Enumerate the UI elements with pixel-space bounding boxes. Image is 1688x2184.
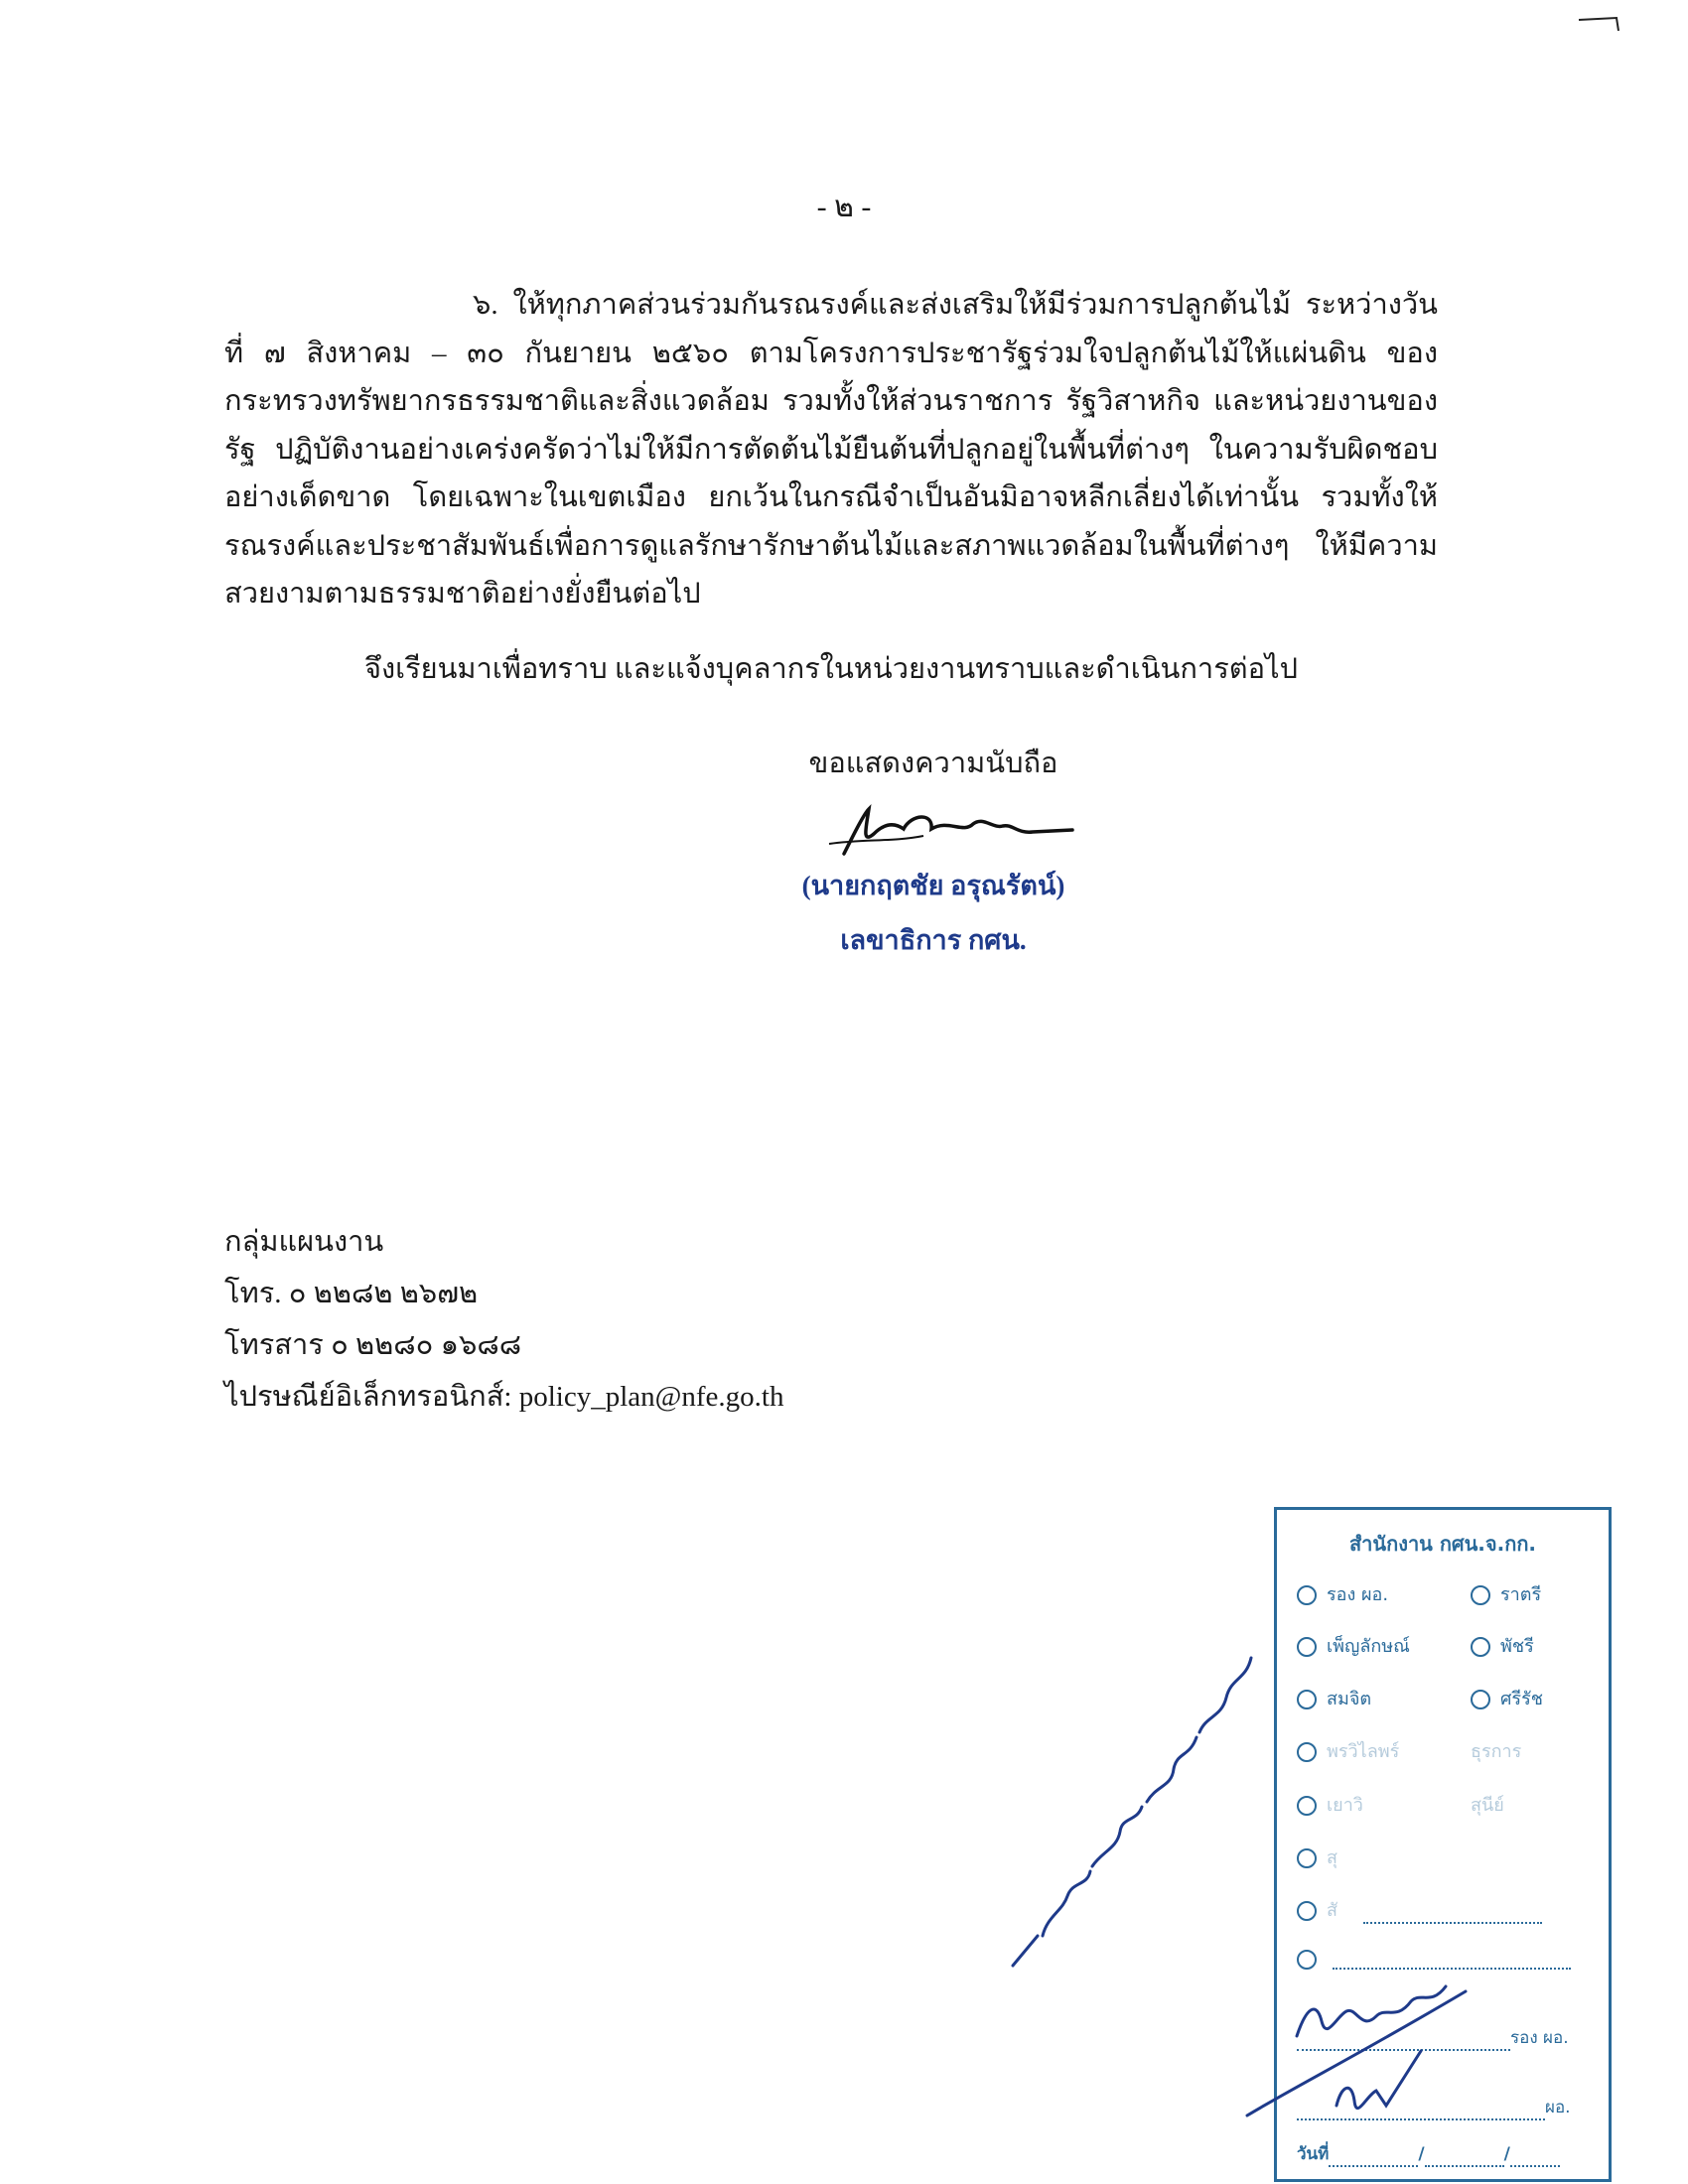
corner-mark [1577,15,1626,35]
checkbox-circle [1471,1690,1490,1709]
line1-suffix: รอง ผอ. [1510,2028,1569,2048]
stamp-row [1297,1843,1337,1871]
closing-line: จึงเรียนมาเพื่อทราบ และแจ้งบุคลากรในหน่วยงานทราบและดำเนินการต่อไป [363,653,1299,685]
stamp-signatures [1237,1947,1535,2145]
stamp-row [1297,1631,1534,1660]
signature [824,794,1082,869]
checkbox-circle [1471,1585,1490,1605]
stamp-row [1297,1790,1504,1819]
stamp-item: สั [1327,1900,1337,1921]
line2-suffix: ผอ. [1545,2098,1571,2117]
signer-title: เลขาธิการ กศน. [840,925,1027,955]
stamp-item: เพ็ญลักษณ์ [1327,1636,1410,1657]
checkbox-circle [1297,1742,1317,1762]
stamp-row [1297,1736,1522,1765]
page-number: - ๒ - [816,191,872,223]
checked-circle [1297,1796,1317,1816]
stamp-item: ราตรี [1500,1584,1542,1605]
contact-block [224,1216,783,1423]
paragraph-text: ๖. ให้ทุกภาคส่วนร่วมกันรณรงค์และส่งเสริมให้มีร่วมการปลูกต้นไม้ ระหว่างวันที่ ๗ สิงหาคม – ๓๐ กันยายน ๒๕๖๐ ตามโครงการประชารัฐร่วมใจปลูกต้นไม้ให้แผ่นดิน ของกระทรวงทรัพยากรธรรมชาติและสิ่งแวดล้อม รวมทั้งให้ส่วนราชการ รัฐวิสาหกิจ และหน่วยงานของรัฐ ปฏิบัติงานอย่างเคร่งครัดว่าไม่ให้มีการตัดต้นไม้ยืนต้นที่ปลูกอยู่ในพื้นที่ต่างๆ ในความรับผิดชอบอย่างเด็ดขาด โดยเฉพาะในเขตเมือง ยกเว้นในกรณีจำเป็นอันมิอาจหลีกเลี่ยงได้เท่านั้น รวมทั้งให้รณรงค์และประชาสัมพันธ์เพื่อการดูแลรักษารักษาต้นไม้และสภาพแวดล้อมในพื้นที่ต่างๆ ให้มีความสวยงามตามธรรมชาติอย่างยั่งยืนต่อไป [224,289,1438,610]
dotted-line [1363,1922,1542,1924]
checkbox-circle [1297,1901,1317,1921]
contact-email: ไปรษณีย์อิเล็กทรอนิกส์: policy_plan@nfe.go.th [224,1381,784,1413]
dotted-line [1425,2165,1504,2167]
stamp-item: สุ [1327,1847,1337,1868]
contact-department: กลุ่มแผนงาน [224,1226,384,1258]
checkbox-circle [1471,1637,1490,1657]
signer-name: (นายกฤตชัย อรุณรัตน์) [801,871,1065,900]
dotted-line [1510,2165,1560,2167]
contact-phone: โทร. ๐ ๒๒๘๒ ๒๖๗๒ [224,1278,479,1309]
contact-fax: โทรสาร ๐ ๒๒๘๐ ๑๖๘๘ [224,1329,522,1361]
checkbox-circle [1297,1585,1317,1605]
stamp-item: พรวิไลพร์ [1327,1741,1400,1762]
received-stamp [1274,1507,1612,2182]
stamp-item: รอง ผอ. [1327,1584,1389,1605]
stamp-item: สุนีย์ [1471,1795,1504,1816]
date-label: วันที่ [1297,2144,1330,2164]
body-paragraph [224,281,1438,618]
checkbox-circle [1297,1690,1317,1709]
handwritten-note [993,1618,1271,1985]
dotted-line [1329,2165,1418,2167]
stamp-item: ธุรการ [1471,1741,1522,1762]
checkbox-circle [1297,1637,1317,1657]
stamp-row [1297,1895,1542,1924]
stamp-item: ศรีรัช [1500,1689,1543,1709]
stamp-item: สมจิต [1327,1689,1372,1709]
checkbox-circle [1297,1848,1317,1868]
date-line: วันที่ / / [1297,2140,1560,2167]
stamp-item: พัชรี [1500,1636,1534,1657]
stamp-row [1297,1579,1542,1608]
stamp-row [1297,1684,1543,1712]
stamp-title: สำนักงาน กศน.จ.กก. [1348,1532,1537,1556]
regards-line: ขอแสดงความนับถือ [808,748,1058,779]
stamp-item: เยาวิ [1327,1795,1363,1816]
